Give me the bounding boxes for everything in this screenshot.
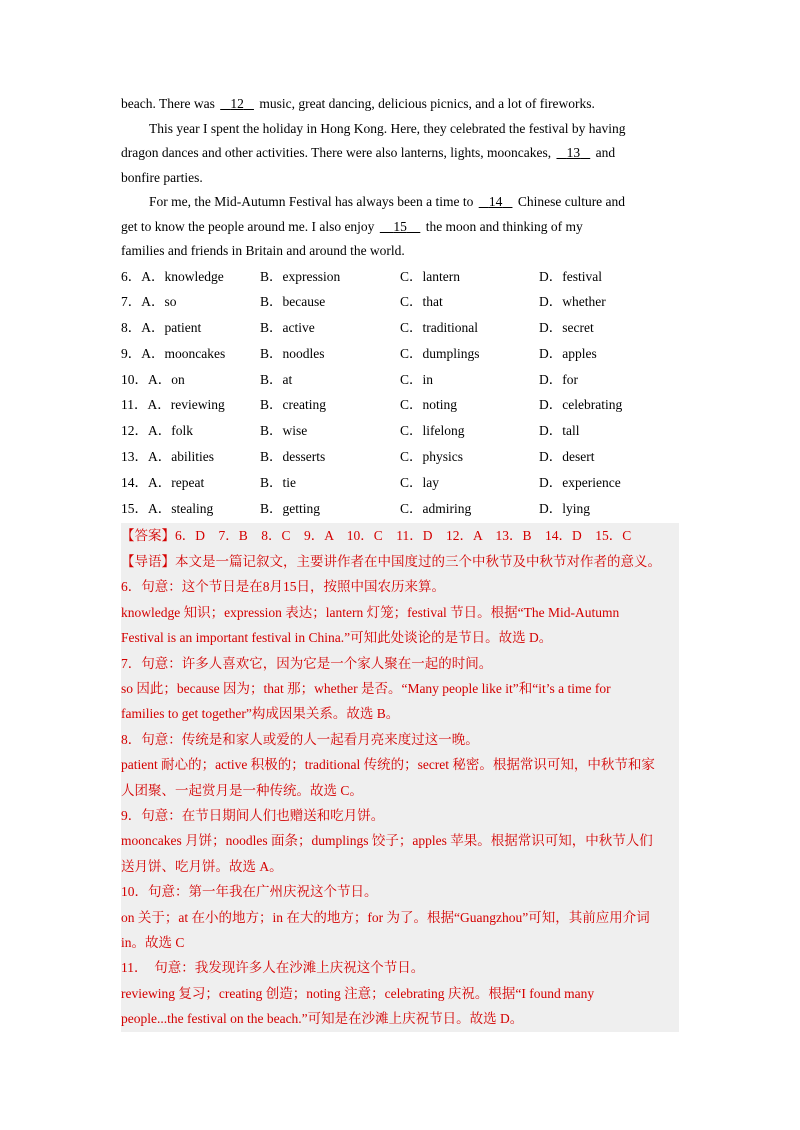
explanation-line: 11． 句意：我发现许多人在沙滩上庆祝这个节日。 [121, 960, 425, 976]
option-c: C．in [400, 371, 434, 387]
option-d: D．desert [539, 449, 595, 465]
option-a: 15．A．stealing [121, 500, 214, 516]
option-d: D．tall [539, 423, 580, 439]
option-c: C．that [400, 294, 443, 310]
explanation-line: patient 耐心的；active 积极的；traditional 传统的；secret 秘密。根据常识可知，中秋节和家 [121, 757, 655, 773]
option-a: 6．A．knowledge [121, 268, 224, 284]
explanation-line: 人团聚、一起赏月是一种传统。故选 C。 [121, 782, 363, 798]
passage-text: the moon and thinking of my [422, 218, 583, 234]
blank-13: 13 [566, 145, 581, 160]
passage-text: get to know the people around me. I also enjoy [121, 218, 378, 234]
option-a: 13．A．abilities [121, 449, 214, 465]
passage-text: Chinese culture and [514, 194, 626, 209]
explanation-line: 送月饼、吃月饼。故选 A。 [121, 858, 283, 874]
passage-line [121, 215, 679, 240]
option-row [121, 264, 679, 290]
option-row [121, 367, 679, 393]
option-b: B．expression [260, 268, 341, 284]
answer-key: 【答案】6．D 7．B 8．C 9．A 10．C 11．D 12．A 13．B 14．D 15．C [121, 528, 632, 544]
option-row [121, 496, 679, 522]
option-c: C．noting [400, 397, 458, 413]
option-d: D．lying [539, 500, 591, 516]
option-c: C．traditional [400, 320, 478, 336]
option-c: C．admiring [400, 500, 472, 516]
option-b: B．creating [260, 397, 326, 413]
option-row [121, 341, 679, 367]
passage-text: dragon dances and other activities. There were also lanterns, lights, mooncakes, [121, 145, 555, 160]
blank-14: 14 [488, 194, 503, 209]
passage-text: For me, the Mid-Autumn Festival has always been a time to [149, 194, 477, 209]
explanation-line: 8．句意：传统是和家人或爱的人一起看月亮来度过这一晚。 [121, 731, 479, 747]
option-c: C．lantern [400, 268, 460, 284]
passage-line [121, 92, 679, 117]
answer-explanation-block [121, 523, 679, 1031]
option-d: D．festival [539, 268, 602, 284]
explanation-line: reviewing 复习；creating 创造；noting 注意；celebrating 庆祝。根据“I found many [121, 985, 595, 1001]
option-c: C．lifelong [400, 423, 465, 439]
option-d: D．experience [539, 474, 621, 490]
option-b: B．getting [260, 500, 320, 516]
option-a: 14．A．repeat [121, 474, 205, 490]
option-row [121, 470, 679, 496]
lead-in: 【导语】本文是一篇记叙文，主要讲作者在中国度过的三个中秋节及中秋节对作者的意义。 [121, 553, 661, 569]
option-b: B．because [260, 294, 326, 310]
passage-line: families and friends in Britain and around the world. [121, 243, 405, 258]
passage-text: and [592, 145, 616, 160]
explanation-line: families to get together”构成因果关系。故选 B。 [121, 706, 400, 722]
option-c: C．physics [400, 449, 464, 465]
option-a: 9．A．mooncakes [121, 345, 226, 361]
passage-text: music, great dancing, delicious picnics, and a lot of fireworks. [255, 96, 595, 111]
explanation-line: mooncakes 月饼；noodles 面条；dumplings 饺子；apples 苹果。根据常识可知，中秋节人们 [121, 833, 653, 849]
document-page [121, 92, 679, 1032]
option-b: B．at [260, 371, 293, 387]
option-a: 12．A．folk [121, 423, 193, 439]
option-b: B．wise [260, 423, 308, 439]
option-a: 8．A．patient [121, 320, 202, 336]
passage-line: bonfire parties. [121, 169, 203, 185]
explanation-line: people...the festival on the beach.”可知是在沙滩上庆祝节日。故选 D。 [121, 1011, 524, 1027]
option-d: D．celebrating [539, 397, 623, 413]
passage-text: beach. There was [121, 96, 219, 111]
option-d: D．apples [539, 345, 597, 361]
option-b: B．noodles [260, 345, 325, 361]
explanation-line: on 关于；at 在小的地方；in 在大的地方；for 为了。根据“Guangzhou”可知，其前应用介词 [121, 909, 650, 925]
option-a: 7．A．so [121, 294, 177, 310]
explanation-line: 9．句意：在节日期间人们也赠送和吃月饼。 [121, 807, 385, 823]
options-list [121, 264, 679, 522]
option-row [121, 289, 679, 315]
explanation-line: 10．句意：第一年我在广州庆祝这个节日。 [121, 884, 378, 900]
explanation-line: so 因此；because 因为；that 那；whether 是否。“Many people like it”和“it’s a time for [121, 680, 611, 696]
option-row [121, 444, 679, 470]
option-row [121, 418, 679, 444]
passage-line [121, 190, 679, 215]
option-b: B．desserts [260, 449, 326, 465]
option-a: 11．A．reviewing [121, 397, 225, 413]
blank-12: 12 [230, 96, 244, 111]
option-b: B．tie [260, 474, 296, 490]
option-row [121, 315, 679, 341]
option-c: C．dumplings [400, 345, 480, 361]
option-row [121, 392, 679, 418]
option-a: 10．A．on [121, 371, 185, 387]
option-d: D．for [539, 371, 578, 387]
explanation-line: 7．句意：许多人喜欢它，因为它是一个家人聚在一起的时间。 [121, 655, 493, 671]
option-b: B．active [260, 320, 315, 336]
option-c: C．lay [400, 474, 439, 490]
option-d: D．secret [539, 320, 594, 336]
option-d: D．whether [539, 294, 606, 310]
explanation-line: Festival is an important festival in China.”可知此处谈论的是节日。故选 D。 [121, 630, 553, 646]
passage-line: This year I spent the holiday in Hong Kong. Here, they celebrated the festival by having [149, 120, 626, 136]
explanation-line: 6．句意：这个节日是在8月15日，按照中国农历来算。 [121, 579, 445, 595]
blank-15: 15 [393, 218, 407, 234]
passage-line [121, 141, 679, 166]
explanation-line: knowledge 知识；expression 表达；lantern 灯笼；festival 节日。根据“The Mid-Autumn [121, 604, 620, 620]
explanation-line: in。故选 C [121, 934, 185, 950]
